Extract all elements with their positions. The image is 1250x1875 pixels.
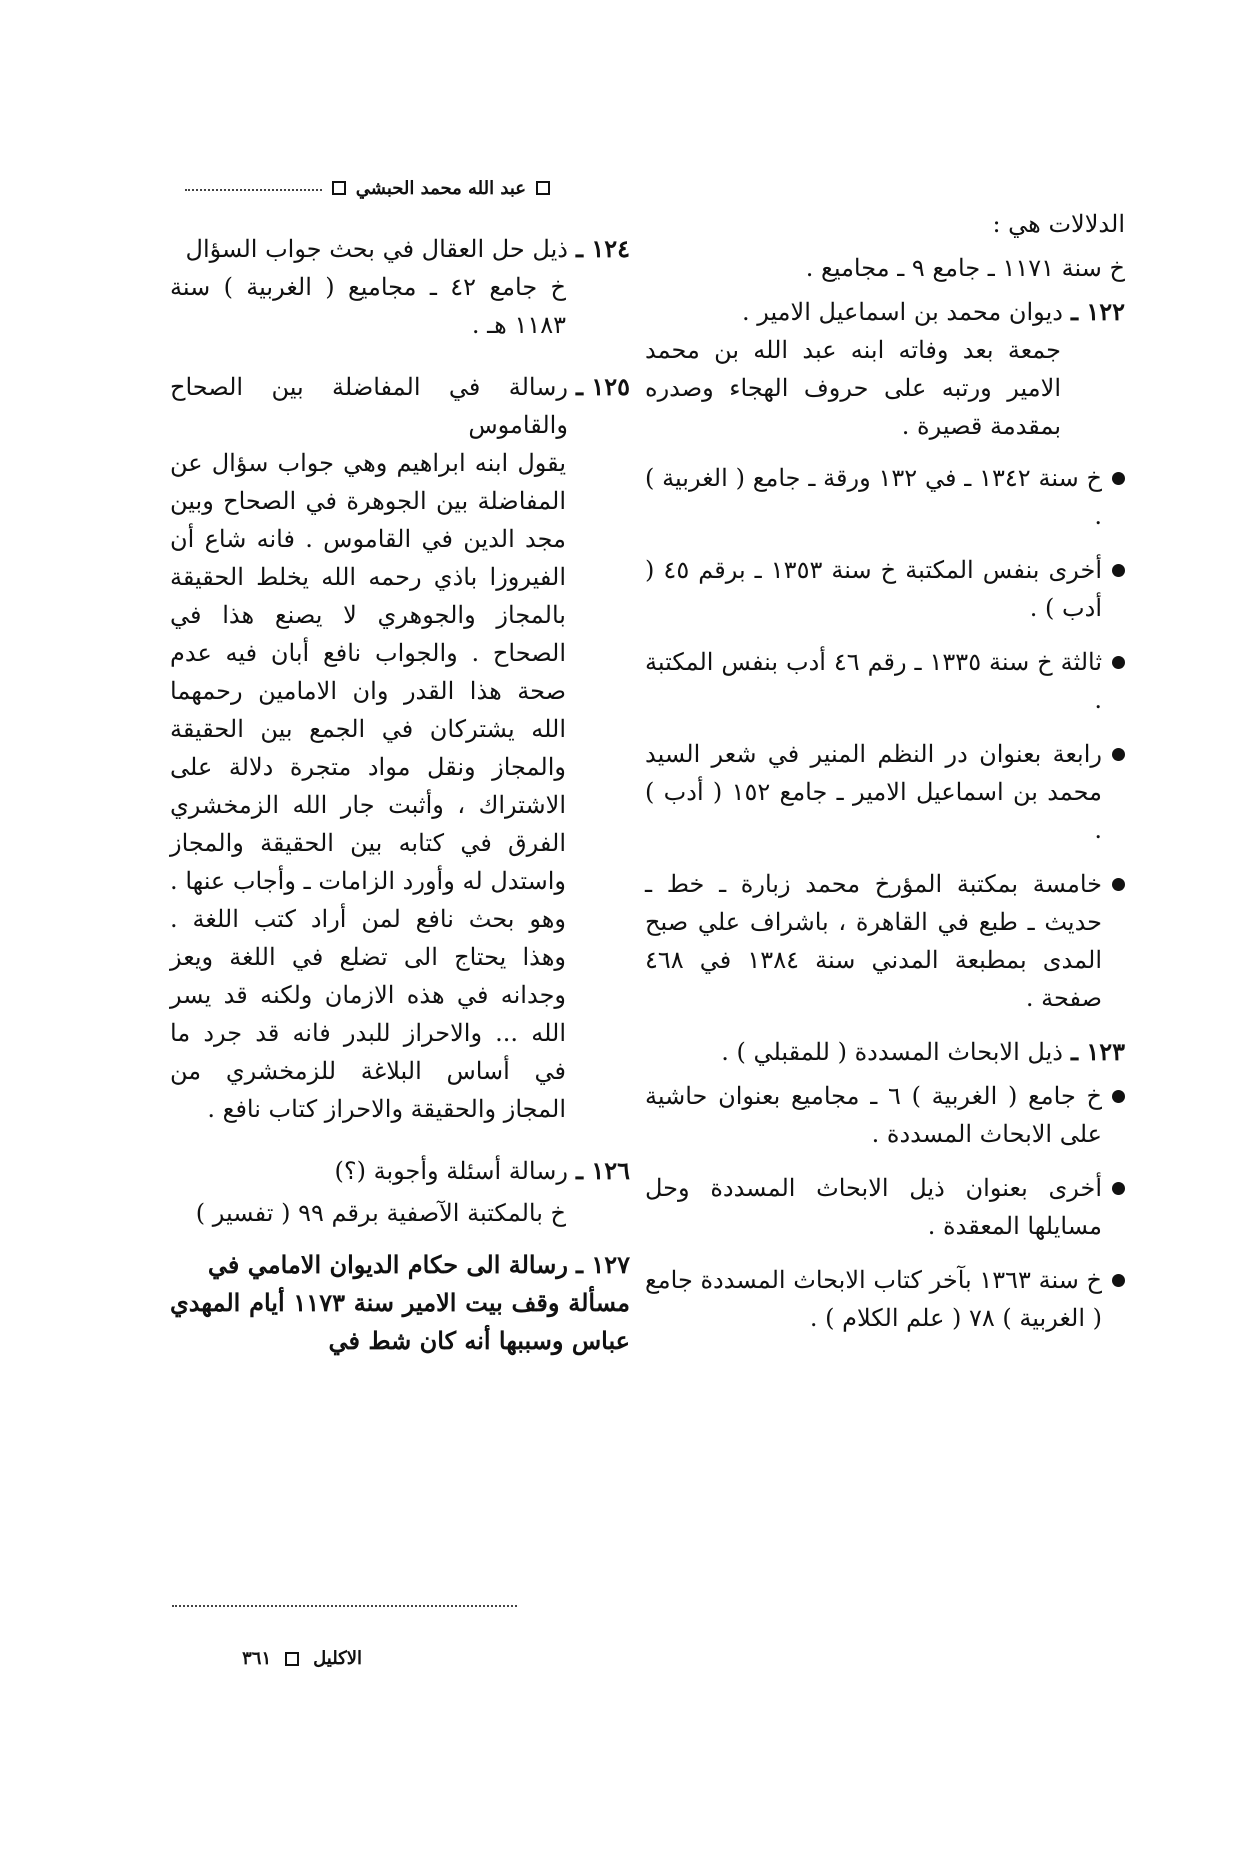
- bullet-item: [645, 1261, 1125, 1337]
- bullet-text: أخرى بعنوان ذيل الابحاث المسددة وحل مسايلها المعقدة .: [645, 1174, 1102, 1240]
- bullet-item: [645, 735, 1125, 849]
- bullet-item: [645, 643, 1125, 719]
- bullet-text: ثالثة خ سنة ١٣٣٥ ـ رقم ٤٦ أدب بنفس المكتبة .: [645, 648, 1102, 714]
- entry-number: ١٢٣ ـ: [1070, 1037, 1125, 1066]
- bullet-item: [645, 551, 1125, 627]
- entry-number: ١٢٤ ـ: [575, 234, 630, 263]
- footer-journal: الاكليل: [313, 1648, 362, 1669]
- entry-body: خ بالمكتبة الآصفية برقم ٩٩ ( تفسير ): [195, 1199, 566, 1227]
- bullet-dot-icon: [1112, 748, 1125, 761]
- bullet-text: أخرى بنفس المكتبة خ سنة ١٣٥٣ ـ برقم ٤٥ ( أدب ) .: [645, 556, 1102, 622]
- square-ornament-icon: [285, 1652, 299, 1666]
- entry-127: [170, 1246, 630, 1360]
- entry-126: [170, 1152, 630, 1232]
- header-author: عبد الله محمد الحبشي: [355, 177, 526, 199]
- bullet-item: [645, 1169, 1125, 1245]
- right-column: [645, 205, 1125, 1353]
- entry-title: ذيل حل العقال في بحث جواب السؤال: [185, 235, 568, 263]
- bullet-item: [645, 459, 1125, 535]
- entry-title: رسالة الى حكام الديوان الامامي في: [207, 1250, 568, 1279]
- entry-number: ١٢٢ ـ: [1070, 297, 1125, 326]
- bullet-text: خامسة بمكتبة المؤرخ محمد زبارة ـ خط ـ حديث ـ طبع في القاهرة ، باشراف علي صبح المدى بمطبعة المدني سنة ١٣٨٤ في ٤٦٨ صفحة .: [645, 870, 1102, 1012]
- bullet-dot-icon: [1112, 656, 1125, 669]
- entry-123: [645, 1033, 1125, 1337]
- entry-124: [170, 230, 630, 344]
- bullet-text: رابعة بعنوان در النظم المنير في شعر السيد محمد بن اسماعيل الامير ـ جامع ١٥٢ ( أدب ) .: [645, 740, 1103, 844]
- entry-body: مسألة وقف بيت الامير سنة ١١٧٣ أيام المهدي عباس وسببها أنه كان شط في: [170, 1288, 630, 1355]
- header-dotted-rule: [185, 189, 322, 191]
- entry-125: [170, 368, 630, 1128]
- entry-122: [645, 293, 1125, 1017]
- bullet-dot-icon: [1112, 564, 1125, 577]
- footer-dotted-rule: [172, 1605, 517, 1607]
- left-column: [170, 230, 630, 1374]
- running-header: [185, 168, 550, 208]
- bullet-item: [645, 1077, 1125, 1153]
- bullet-dot-icon: [1112, 878, 1125, 891]
- entry-body: خ جامع ٤٢ ـ مجاميع ( الغربية ) سنة ١١٨٣ هـ .: [170, 273, 566, 339]
- bullet-text: خ سنة ١٣٤٢ ـ في ١٣٢ ورقة ـ جامع ( الغربية ) .: [645, 464, 1102, 530]
- square-ornament-icon: [536, 181, 550, 195]
- bullet-list: [645, 459, 1125, 1017]
- entry-number: ١٢٥ ـ: [575, 372, 630, 401]
- page-number: ٣٦١: [242, 1648, 272, 1669]
- entry-title: رسالة أسئلة وأجوبة (؟): [334, 1157, 568, 1185]
- bullet-list: [645, 1077, 1125, 1337]
- bullet-item: [645, 865, 1125, 1017]
- entry-number: ١٢٧ ـ: [575, 1250, 630, 1279]
- entry-title: ديوان محمد بن اسماعيل الامير .: [741, 298, 1063, 326]
- square-ornament-icon: [332, 181, 346, 195]
- entry-title: ذيل الابحاث المسددة ( للمقبلي ) .: [721, 1038, 1063, 1066]
- bullet-text: خ جامع ( الغربية ) ٦ ـ مجاميع بعنوان حاشية على الابحاث المسددة .: [645, 1082, 1102, 1148]
- page-footer: [172, 1648, 362, 1669]
- bullet-dot-icon: [1112, 1090, 1125, 1103]
- entry-body: يقول ابنه ابراهيم وهي جواب سؤال عن المفاضلة بين الجوهرة في الصحاح وبين مجد الدين في القاموس . فانه شاع أن الفيروزا باذي رحمه الله يخلط الحقيقة بالمجاز والجوهري لا يصنع هذا في الصحاح . والجواب نافع أبان فيه عدم صحة هذا القدر وان الامامين رحمهما الله يشتركان في الجمع بين الحقيقة والمجاز ونقل مواد متجرة دلالة على الاشتراك ، وأثبت جار الله الزمخشري الفرق في كتابه بين الحقيقة والمجاز واستدل له وأورد الزامات ـ وأجاب عنها . وهو بحث نافع لمن أراد كتب اللغة . وهذا يحتاج الى تضلع في اللغة ويعز وجدانه في هذه الازمان ولكنه قد يسر الله ... والاحراز للبدر فانه قد جرد ما في أساس البلاغة للزمخشري من المجاز والحقيقة والاحراز كتاب نافع .: [170, 449, 566, 1123]
- bullet-text: خ سنة ١٣٦٣ بآخر كتاب الابحاث المسددة جامع ( الغربية ) ٧٨ ( علم الكلام ) .: [645, 1266, 1103, 1332]
- bullet-dot-icon: [1112, 1182, 1125, 1195]
- bullet-dot-icon: [1112, 472, 1125, 485]
- entry-body: جمعة بعد وفاته ابنه عبد الله بن محمد الامير ورتبه على حروف الهجاء وصدره بمقدمة قصيرة .: [645, 336, 1061, 440]
- entry-title: رسالة في المفاضلة بين الصحاح والقاموس: [170, 373, 568, 439]
- bullet-dot-icon: [1112, 1274, 1125, 1287]
- entry-number: ١٢٦ ـ: [575, 1156, 630, 1185]
- intro-line: خ سنة ١١٧١ ـ جامع ٩ ـ مجاميع .: [805, 254, 1125, 282]
- intro-line: الدلالات هي :: [992, 210, 1125, 238]
